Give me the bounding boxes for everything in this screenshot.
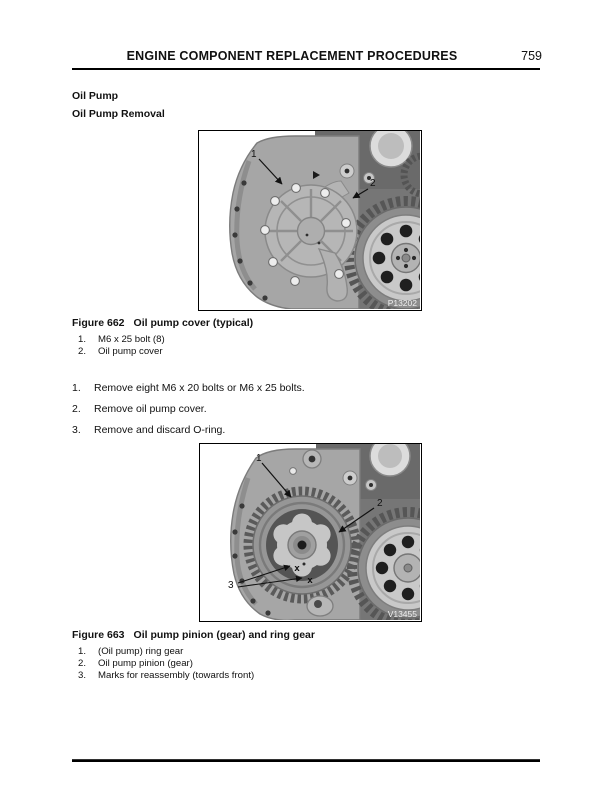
reassembly-mark-1: x [294, 563, 300, 574]
header-rule [72, 68, 540, 70]
legend-text: Oil pump cover [98, 346, 163, 357]
legend-text: M6 x 25 bolt (8) [98, 334, 165, 345]
callout-2-label: 2 [377, 498, 383, 509]
reassembly-mark-2: x [307, 575, 313, 586]
figure-662-title: Oil pump cover (typical) [133, 317, 254, 329]
step-num: 3. [72, 424, 81, 436]
page-number: 759 [521, 49, 542, 63]
callout-2-label: 2 [370, 178, 376, 189]
section-heading: Oil Pump [72, 90, 119, 102]
footer-rule [72, 759, 540, 762]
legend-num: 2. [78, 658, 87, 669]
legend-num: 1. [78, 646, 87, 657]
figure-663-photo [199, 443, 422, 622]
callout-1-label: 1 [251, 149, 257, 160]
step-text: Remove and discard O-ring. [94, 424, 226, 436]
callout-1-label: 1 [256, 453, 262, 464]
legend-num: 1. [78, 334, 87, 345]
legend-text: Oil pump pinion (gear) [98, 658, 193, 669]
legend-text: (Oil pump) ring gear [98, 646, 184, 657]
legend-num: 2. [78, 346, 87, 357]
figure-663-title: Oil pump pinion (gear) and ring gear [133, 629, 315, 641]
oil-pump-pinion-illustration [200, 444, 420, 620]
subsection-heading: Oil Pump Removal [72, 108, 165, 120]
page-title: ENGINE COMPONENT REPLACEMENT PROCEDURES [126, 49, 458, 63]
photo-id-p13202: P13202 [387, 298, 417, 308]
legend-num: 3. [78, 670, 87, 681]
photo-id-v13455: V13455 [387, 609, 417, 619]
oil-pump-cover-illustration [199, 131, 420, 309]
figure-663-label: Figure 663 [72, 629, 125, 641]
step-num: 2. [72, 403, 81, 415]
figure-662-label: Figure 662 [72, 317, 125, 329]
step-text: Remove oil pump cover. [94, 403, 207, 415]
step-text: Remove eight M6 x 20 bolts or M6 x 25 bolts. [94, 382, 305, 394]
figure-662-caption [72, 317, 253, 329]
legend-text: Marks for reassembly (towards front) [98, 670, 255, 681]
step-num: 1. [72, 382, 81, 394]
callout-3-label: 3 [228, 580, 234, 591]
figure-663-caption [72, 629, 315, 641]
figure-662-photo [198, 130, 422, 311]
